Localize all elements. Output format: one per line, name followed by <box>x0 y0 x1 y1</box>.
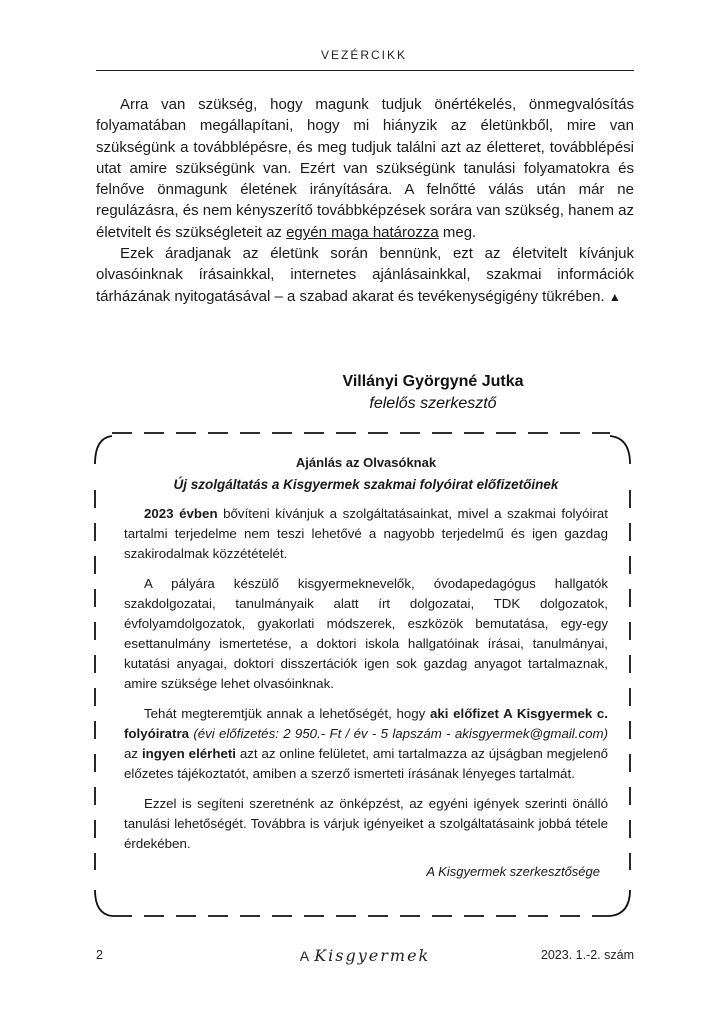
magazine-title: Kisgyermek <box>314 946 431 965</box>
end-of-article-icon: ▲ <box>608 289 621 304</box>
emphasis-subscription: aki előfizet A Kisgyermek c. folyóiratra <box>124 706 608 741</box>
magazine-prefix: A <box>299 948 310 964</box>
page-number: 2 <box>96 948 103 962</box>
article-text: Arra van szükség, hogy magunk tudjuk önértékelés, önmegvalósítás folyamatában megállapítani, hogy mi hiányzik az életünkből, mire van szükségünk a továbblépésre, és meg tudjuk találni azt az életteret, továbblépési utat amire szükségünk van. Ezért van szükségünk tanulási folyamatokra és felnőve önmagunk életének irányítására. A felnőtté válás után már ne regulázásra, és nem kényszerítő továbbképzések sorára van szükség, hanem az életvitelt és szükségleteit az <box>96 96 634 241</box>
article-paragraph-1 <box>96 94 634 243</box>
box-corner-bottom-left <box>95 890 112 916</box>
box-heading: Ajánlás az Olvasóknak <box>295 455 437 470</box>
header-divider <box>96 70 634 71</box>
author-name: Villányi Györgyné Jutka <box>342 373 524 390</box>
box-signature: A Kisgyermek szerkesztősége <box>426 864 600 879</box>
emphasis-free-access: ingyen elérheti <box>141 746 236 761</box>
box-paragraph-2: A pályára készülő kisgyermeknevelők, óvodapedagógus hallgatók szakdolgozatai, tanulmányaik alatt írt dolgozatai, TDK dolgozatok, évfolyamdolgozatok, gyakorlati módszerek, eszközök bemutatása, egy-egy esettanulmány ismertetése, a doktori iskola hallgatóinak írásai, tanulmányai, kutatási anyagai, doktori disszertációk igen sok gazdag anyagot tartalmaznak, amire szüksége lehet olvasóinknak. <box>124 576 608 691</box>
box-text: bővíteni kívánjuk a szolgáltatásainkat, mivel a szakmai folyóirat tartalmi terjedelme nem teszi lehetővé a nagyobb terjedelmű és igen gazdag szakirodalmak közzétételét. <box>124 506 608 561</box>
reader-recommendation-box <box>124 452 608 882</box>
subscription-details: (évi előfizetés: 2 950.- Ft / év - 5 lapszám - akisgyermek@gmail.com) <box>189 726 608 741</box>
article-text: Ezek áradjanak az életünk során bennünk, ezt az életvitelt kívánjuk olvasóinknak írásainkkal, internetes ajánlásainkkal, szakmai információk tárházának nyitogatásával – a szabad akarat és tevékenységigény tükrében. <box>96 245 634 305</box>
box-text: azt az online felületet, ami tartalmazza az újságban megjelenő előzetes tájékoztatót, amiben a szerző ismerteti írásának lényeges tartalmát. <box>124 746 608 781</box>
box-text: az <box>124 746 142 761</box>
article-text: meg. <box>438 223 477 241</box>
author-signature <box>96 371 634 415</box>
article-paragraph-2 <box>96 243 634 308</box>
issue-number: 2023. 1.-2. szám <box>540 948 634 962</box>
box-subheading: Új szolgáltatás a Kisgyermek szakmai folyóirat előfizetőinek <box>173 477 559 492</box>
box-paragraph-4: Ezzel is segíteni szeretnénk az önképzést, az egyéni igények szerinti önálló tanulási lehetőségét. Továbbra is várjuk igényeiket a szolgáltatásaink jobbá tétele érdekében. <box>124 796 608 851</box>
box-corner-top-left <box>95 436 112 464</box>
section-title: VEZÉRCIKK <box>320 48 407 62</box>
box-paragraph-1 <box>124 504 608 564</box>
box-text: Tehát megteremtjük annak a lehetőségét, hogy <box>144 706 430 721</box>
box-corner-top-right <box>610 436 630 464</box>
box-paragraph-3 <box>124 704 608 784</box>
article-body <box>96 94 634 308</box>
box-corner-bottom-right <box>610 890 630 916</box>
emphasis-year: 2023 évben <box>144 506 218 521</box>
underlined-phrase: egyén maga határozza <box>286 223 439 241</box>
author-role: felelős szerkesztő <box>369 395 497 412</box>
